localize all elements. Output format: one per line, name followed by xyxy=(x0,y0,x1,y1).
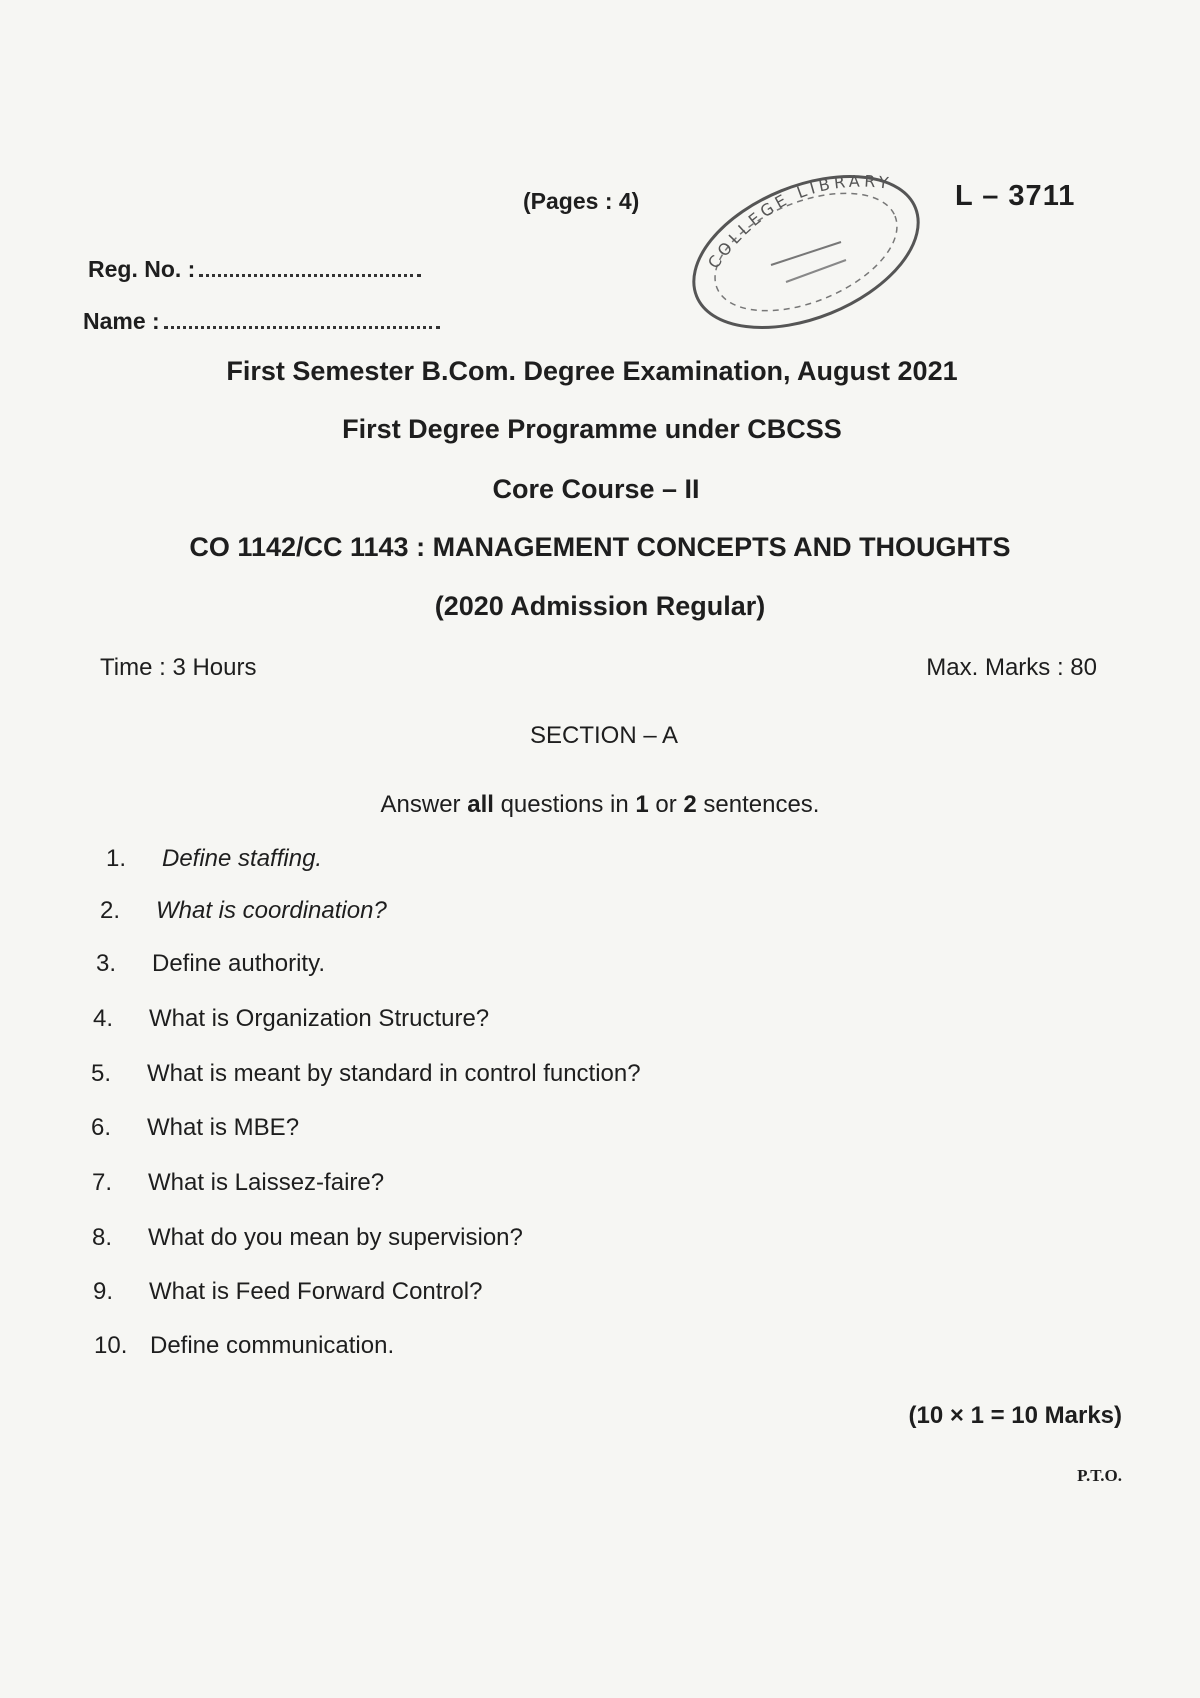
exam-title: First Semester B.Com. Degree Examination, August 2021 xyxy=(226,356,958,386)
subject-title: CO 1142/CC 1143 : MANAGEMENT CONCEPTS AND THOUGHTS xyxy=(189,532,1011,562)
question-item: 10. Define communication. xyxy=(94,1332,395,1359)
programme-title: First Degree Programme under CBCSS xyxy=(342,414,842,444)
max-marks-info: Max. Marks : 80 xyxy=(926,654,1097,681)
question-item: 4. What is Organization Structure? xyxy=(93,1005,490,1032)
time-info: Time : 3 Hours xyxy=(100,654,257,681)
section-heading: SECTION – A xyxy=(529,722,679,749)
name-label: Name : xyxy=(83,308,160,334)
paper-code: L – 3711 xyxy=(955,180,1076,212)
question-item: 7. What is Laissez-faire? xyxy=(92,1169,385,1196)
stamp-mark xyxy=(786,260,846,282)
section-total-marks: (10 × 1 = 10 Marks) xyxy=(908,1402,1122,1429)
question-item: 3. Define authority. xyxy=(96,950,325,977)
stamp-mark xyxy=(771,242,841,265)
question-item: 5. What is meant by standard in control function? xyxy=(91,1060,641,1087)
question-item: 6. What is MBE? xyxy=(91,1114,300,1141)
stamp-text: COLLEGE LIBRARY xyxy=(703,171,894,273)
reg-no-field[interactable] xyxy=(88,256,421,283)
library-stamp xyxy=(676,160,936,340)
page-count: (Pages : 4) xyxy=(523,188,640,214)
question-item: 8. What do you mean by supervision? xyxy=(92,1224,523,1251)
question-item: 9. What is Feed Forward Control? xyxy=(93,1278,483,1305)
name-field[interactable] xyxy=(83,308,440,335)
question-item: 2. What is coordination? xyxy=(100,897,387,924)
reg-no-label: Reg. No. : xyxy=(88,256,196,282)
admission-title: (2020 Admission Regular) xyxy=(434,591,766,621)
name-dotted-line xyxy=(164,324,440,329)
reg-no-dotted-line xyxy=(199,272,421,277)
course-title: Core Course – II xyxy=(492,474,700,504)
pto-note: P.T.O. xyxy=(1077,1466,1122,1485)
section-instruction: Answer all questions in 1 or 2 sentences. xyxy=(380,791,820,818)
question-item: 1. Define staffing. xyxy=(106,845,323,872)
